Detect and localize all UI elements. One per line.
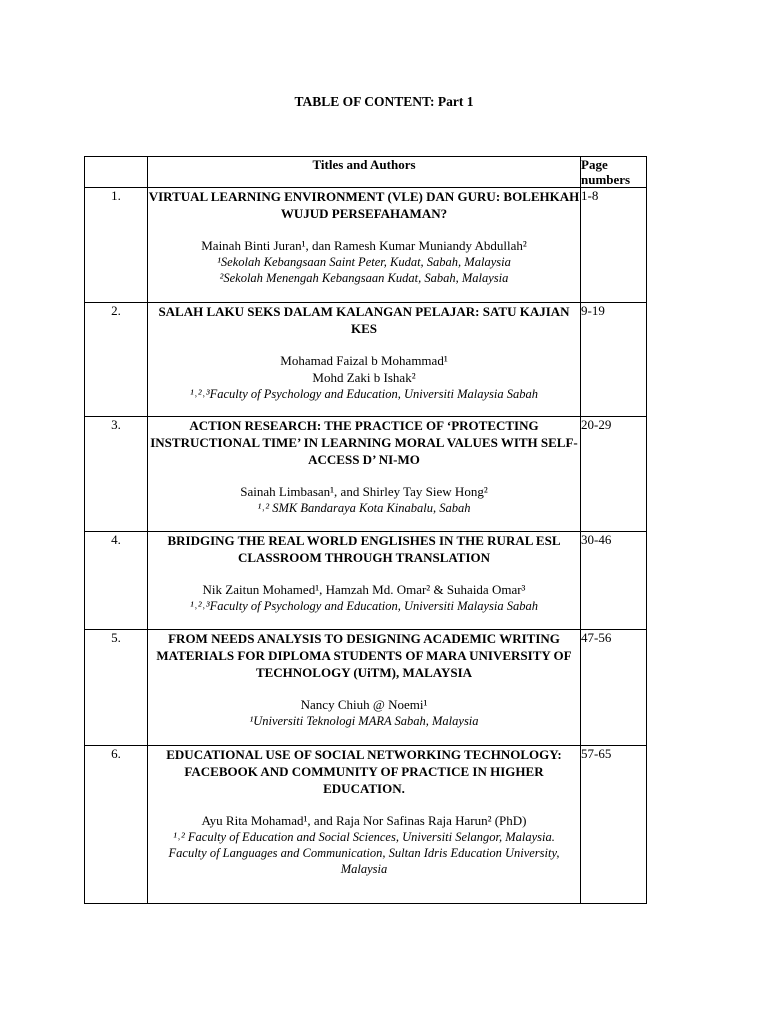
entry-affiliation: ¹˒² Faculty of Education and Social Sciences, Universiti Selangor, Malaysia. bbox=[173, 830, 555, 844]
header-number-cell bbox=[85, 157, 148, 188]
table-row bbox=[85, 532, 647, 630]
table-row bbox=[85, 417, 647, 532]
entry-pages: 30-46 bbox=[581, 532, 647, 630]
entry-title: VIRTUAL LEARNING ENVIRONMENT (VLE) DAN GURU: BOLEHKAH WUJUD PERSEFAHAMAN? bbox=[148, 189, 580, 221]
entry-pages: 47-56 bbox=[581, 630, 647, 746]
entry-affiliation: ¹˒² SMK Bandaraya Kota Kinabalu, Sabah bbox=[257, 501, 471, 515]
entry-title: FROM NEEDS ANALYSIS TO DESIGNING ACADEMIC WRITING MATERIALS FOR DIPLOMA STUDENTS OF MARA UNIVERSITY OF TECHNOLOGY (UiTM), MALAYSIA bbox=[156, 631, 572, 680]
entry-details bbox=[148, 630, 581, 746]
table-header-row bbox=[85, 157, 647, 188]
entry-title: EDUCATIONAL USE OF SOCIAL NETWORKING TECHNOLOGY: FACEBOOK AND COMMUNITY OF PRACTICE IN HIGHER EDUCATION. bbox=[166, 747, 562, 796]
entry-details bbox=[148, 188, 581, 303]
entry-number: 2. bbox=[85, 303, 148, 417]
entry-number: 3. bbox=[85, 417, 148, 532]
entry-authors: Nik Zaitun Mohamed¹, Hamzah Md. Omar² & Suhaida Omar³ bbox=[202, 582, 526, 597]
entry-details bbox=[148, 417, 581, 532]
entry-number: 6. bbox=[85, 746, 148, 904]
entry-pages: 9-19 bbox=[581, 303, 647, 417]
entry-affiliation: ²Sekolah Menengah Kebangsaan Kudat, Sabah, Malaysia bbox=[219, 271, 509, 285]
entry-affiliation: ¹˒²˒³Faculty of Psychology and Education, Universiti Malaysia Sabah bbox=[190, 599, 538, 613]
page-title: TABLE OF CONTENT: Part 1 bbox=[294, 94, 474, 109]
author-line: Mohd Zaki b Ishak² bbox=[312, 370, 416, 385]
entry-authors: Nancy Chiuh @ Noemi¹ bbox=[300, 697, 428, 712]
entry-number: 5. bbox=[85, 630, 148, 746]
entry-affiliation: ¹˒²˒³Faculty of Psychology and Education, Universiti Malaysia Sabah bbox=[190, 387, 538, 401]
entry-affiliation: ¹Universiti Teknologi MARA Sabah, Malaysia bbox=[249, 714, 479, 728]
entry-title: SALAH LAKU SEKS DALAM KALANGAN PELAJAR: SATU KAJIAN KES bbox=[158, 304, 570, 336]
entry-details bbox=[148, 746, 581, 904]
entry-details bbox=[148, 532, 581, 630]
entry-pages: 1-8 bbox=[581, 188, 647, 303]
entry-pages: 57-65 bbox=[581, 746, 647, 904]
entry-affiliation: ¹Sekolah Kebangsaan Saint Peter, Kudat, Sabah, Malaysia bbox=[217, 255, 511, 269]
entry-title: ACTION RESEARCH: THE PRACTICE OF ‘PROTECTING INSTRUCTIONAL TIME’ IN LEARNING MORAL VALUES WITH SELF-ACCESS D’ NI-MO bbox=[150, 418, 578, 467]
entry-number: 1. bbox=[85, 188, 148, 303]
table-row bbox=[85, 303, 647, 417]
entry-authors: Ayu Rita Mohamad¹, and Raja Nor Safinas Raja Harun² (PhD) bbox=[201, 813, 527, 828]
author-line: Mohamad Faizal b Mohammad¹ bbox=[280, 353, 448, 368]
entry-title: BRIDGING THE REAL WORLD ENGLISHES IN THE RURAL ESL CLASSROOM THROUGH TRANSLATION bbox=[167, 533, 561, 565]
entry-pages: 20-29 bbox=[581, 417, 647, 532]
entry-authors: Sainah Limbasan¹, and Shirley Tay Siew Hong² bbox=[240, 484, 488, 499]
entry-authors: Mainah Binti Juran¹, dan Ramesh Kumar Muniandy Abdullah² bbox=[201, 238, 527, 253]
entry-details bbox=[148, 303, 581, 417]
header-page-numbers: Page numbers bbox=[581, 157, 647, 188]
table-row bbox=[85, 630, 647, 746]
entry-number: 4. bbox=[85, 532, 148, 630]
toc-body bbox=[85, 188, 647, 904]
header-titles-authors: Titles and Authors bbox=[148, 157, 581, 188]
entry-authors bbox=[148, 352, 580, 386]
entry-affiliation: Faculty of Languages and Communication, Sultan Idris Education University, Malaysia bbox=[168, 846, 560, 876]
table-row bbox=[85, 746, 647, 904]
table-row bbox=[85, 188, 647, 303]
toc-table bbox=[84, 156, 647, 904]
